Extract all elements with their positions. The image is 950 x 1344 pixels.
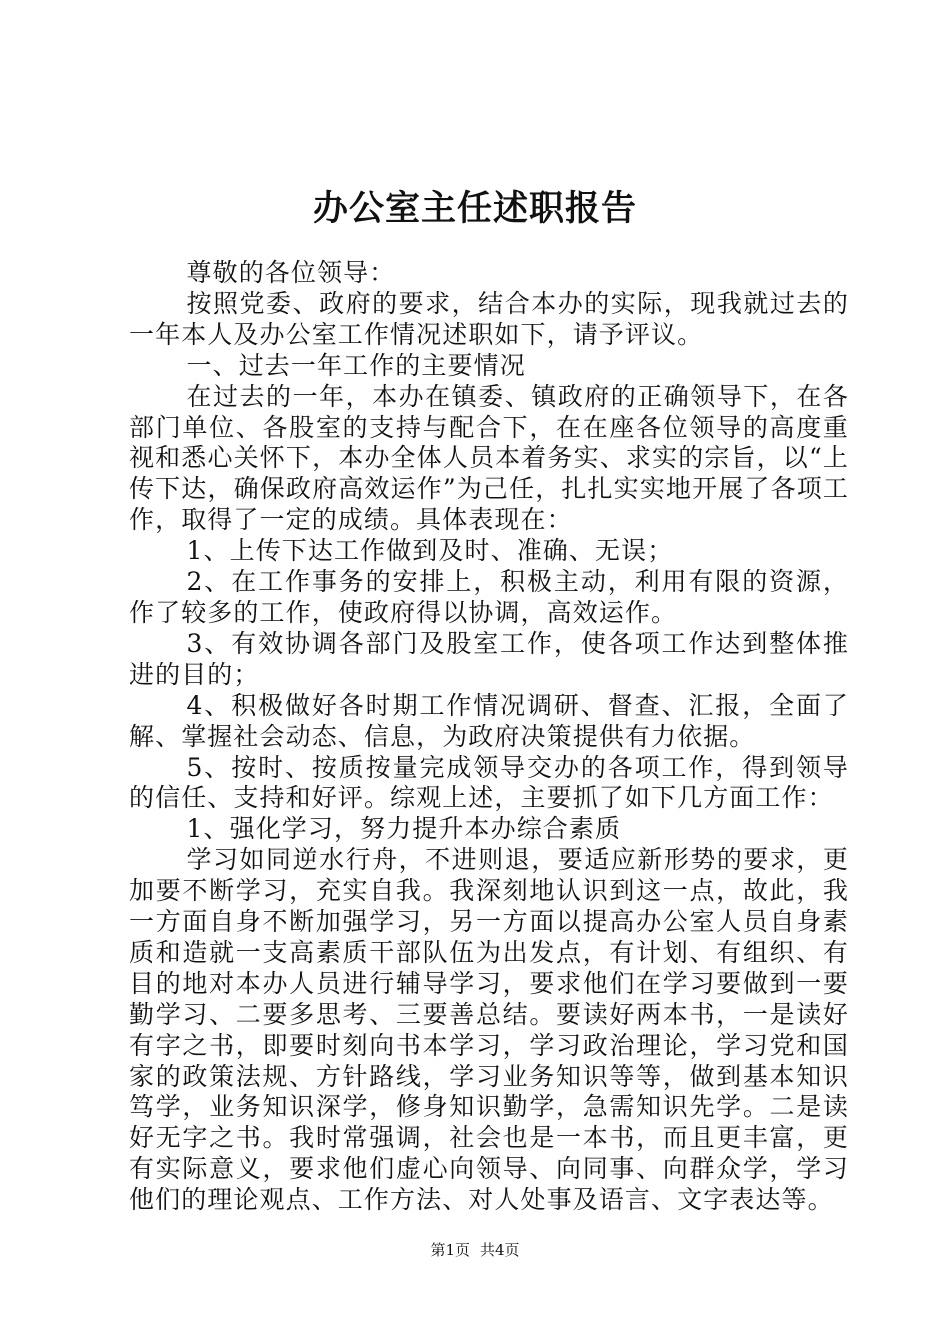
document-title: 办公室主任述职报告 <box>312 188 637 229</box>
list-item: 3、有效协调各部门及股室工作，使各项工作达到整体推进的目的； <box>129 628 849 689</box>
list-item: 5、按时、按质按量完成领导交办的各项工作，得到领导的信任、支持和好评。综观上述，主要抓了如下几方面工作： <box>129 752 849 813</box>
body-paragraph: 按照党委、政府的要求，结合本办的实际，现我就过去的一年本人及办公室工作情况述职如下，请予评议。 <box>129 288 849 349</box>
list-item: 2、在工作事务的安排上，积极主动，利用有限的资源，作了较多的工作，使政府得以协调，高效运作。 <box>129 567 849 627</box>
section-heading: 一、过去一年工作的主要情况 <box>186 350 526 380</box>
body-paragraph: 学习如同逆水行舟，不进则退，要适应新形势的要求，更加要不断学习，充实自我。我深刻地认识到这一点，故此，我一方面自身不断加强学习，另一方面以提高办公室人员自身素质和造就一支高素质干部队伍为出发点，有计划、有组织、有目的地对本办人员进行辅导学习，要求他们在学习要做到一要勤学习、二要多思考、三要善总结。要读好两本书，一是读好有字之书，即要时刻向书本学习，学习政治理论，学习党和国家的政策法规、方针路线，学习业务知识等等，做到基本知识笃学，业务知识深学，修身知识勤学，急需知识先学。二是读好无字之书。我时常强调，社会也是一本书，而且更丰富，更有实际意义，要求他们虚心向领导、向同事、向群众学，学习他们的理论观点、工作方法、对人处事及语言、文字表达等。 <box>129 845 849 1215</box>
list-item: 4、积极做好各时期工作情况调研、督查、汇报，全面了解、掌握社会动态、信息，为政府决策提供有力依据。 <box>129 690 849 751</box>
salutation: 尊敬的各位领导： <box>186 258 396 287</box>
list-item: 1、上传下达工作做到及时、准确、无误； <box>186 536 674 566</box>
page-number: 第1页 <box>430 1241 470 1259</box>
page-total: 共4页 <box>480 1241 520 1259</box>
document-body <box>129 258 849 1216</box>
body-paragraph: 在过去的一年，本办在镇委、镇政府的正确领导下，在各部门单位、各股室的支持与配合下，在在座各位领导的高度重视和悉心关怀下，本办全体人员本着务实、求实的宗旨，以“上传下达，确保政府高效运作”为己任，扎扎实实地开展了各项工作，取得了一定的成绩。具体表现在： <box>129 381 849 535</box>
subsection-heading: 1、强化学习，努力提升本办综合素质 <box>186 814 622 844</box>
page-footer <box>0 1240 950 1260</box>
